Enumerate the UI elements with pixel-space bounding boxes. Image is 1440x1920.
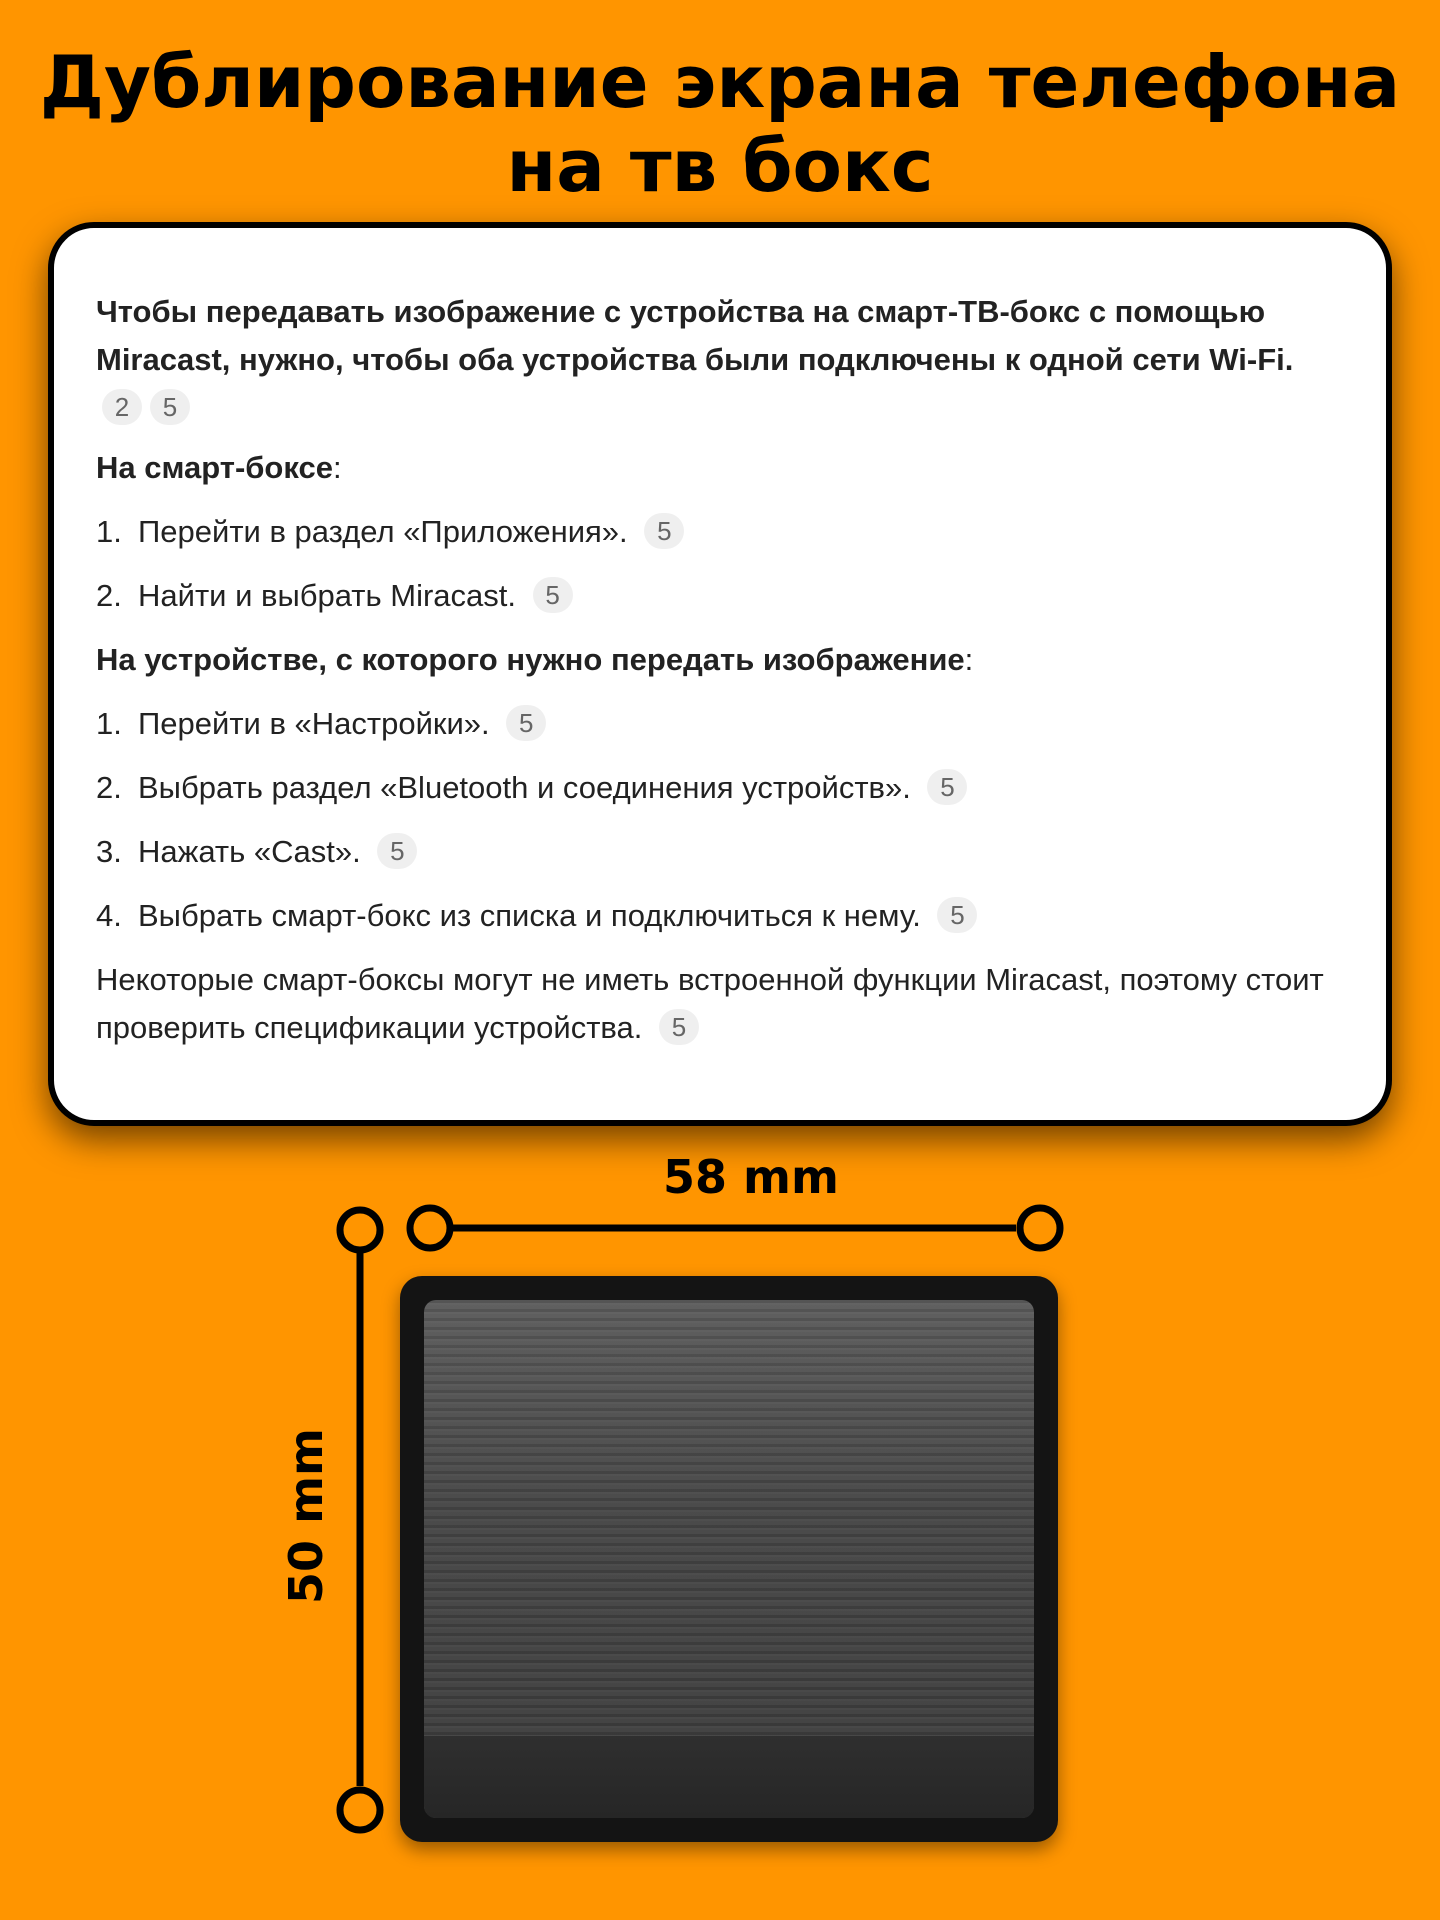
width-label: 58 mm bbox=[663, 1150, 839, 1204]
step-text: Нажать «Cast». 5 bbox=[138, 828, 417, 876]
ref-badge[interactable]: 5 bbox=[533, 577, 573, 613]
ref-badge[interactable]: 5 bbox=[927, 769, 967, 805]
ref-badge[interactable]: 5 bbox=[150, 389, 190, 425]
width-endpoint-left bbox=[410, 1208, 450, 1248]
section-heading-device-text: На устройстве, с которого нужно передать изображение bbox=[96, 642, 965, 677]
height-endpoint-bottom bbox=[340, 1790, 380, 1830]
ref-badge[interactable]: 5 bbox=[937, 897, 977, 933]
step-text: Выбрать смарт-бокс из списка и подключиться к нему. 5 bbox=[138, 892, 977, 940]
outro-text: Некоторые смарт-боксы могут не иметь встроенной функции Miracast, поэтому стоит проверить спецификации устройства. 5 bbox=[96, 962, 1324, 1045]
ref-badge[interactable]: 5 bbox=[644, 513, 684, 549]
step-text: Выбрать раздел «Bluetooth и соединения устройств». 5 bbox=[138, 764, 967, 812]
step-number: 2. bbox=[96, 770, 122, 805]
step-number: 2. bbox=[96, 578, 122, 613]
step-number: 3. bbox=[96, 834, 122, 869]
section-heading-box-text: На смарт-боксе bbox=[96, 450, 333, 485]
width-endpoint-right bbox=[1020, 1208, 1060, 1248]
ref-badge[interactable]: 2 bbox=[102, 389, 142, 425]
step-number: 1. bbox=[96, 706, 122, 741]
intro-text: Чтобы передавать изображение с устройства на смарт-ТВ-бокс с помощью Miracast, нужно, чтобы оба устройства были подключены к одной сети Wi-Fi. bbox=[96, 294, 1294, 377]
step-text: Перейти в раздел «Приложения». 5 bbox=[138, 508, 684, 556]
ref-badge[interactable]: 5 bbox=[377, 833, 417, 869]
step-text: Перейти в «Настройки». 5 bbox=[138, 700, 546, 748]
section-colon: : bbox=[964, 642, 974, 677]
height-dimension-line bbox=[340, 1210, 380, 1830]
ref-badge[interactable]: 5 bbox=[659, 1009, 699, 1045]
step-text: Найти и выбрать Miracast. 5 bbox=[138, 572, 573, 620]
section-colon: : bbox=[332, 450, 342, 485]
width-dimension-line bbox=[410, 1208, 1060, 1248]
height-endpoint-top bbox=[340, 1210, 380, 1250]
ref-badge[interactable]: 5 bbox=[506, 705, 546, 741]
height-label: 50 mm bbox=[279, 1428, 333, 1604]
title-line-1: Дублирование экрана телефона bbox=[39, 40, 1401, 124]
title-line-2: на тв бокс bbox=[506, 124, 934, 208]
step-number: 4. bbox=[96, 898, 122, 933]
step-number: 1. bbox=[96, 514, 122, 549]
tv-box-image bbox=[400, 1276, 1058, 1842]
tv-box-front-edge bbox=[424, 1736, 1034, 1818]
tv-box-top-surface bbox=[424, 1300, 1034, 1818]
